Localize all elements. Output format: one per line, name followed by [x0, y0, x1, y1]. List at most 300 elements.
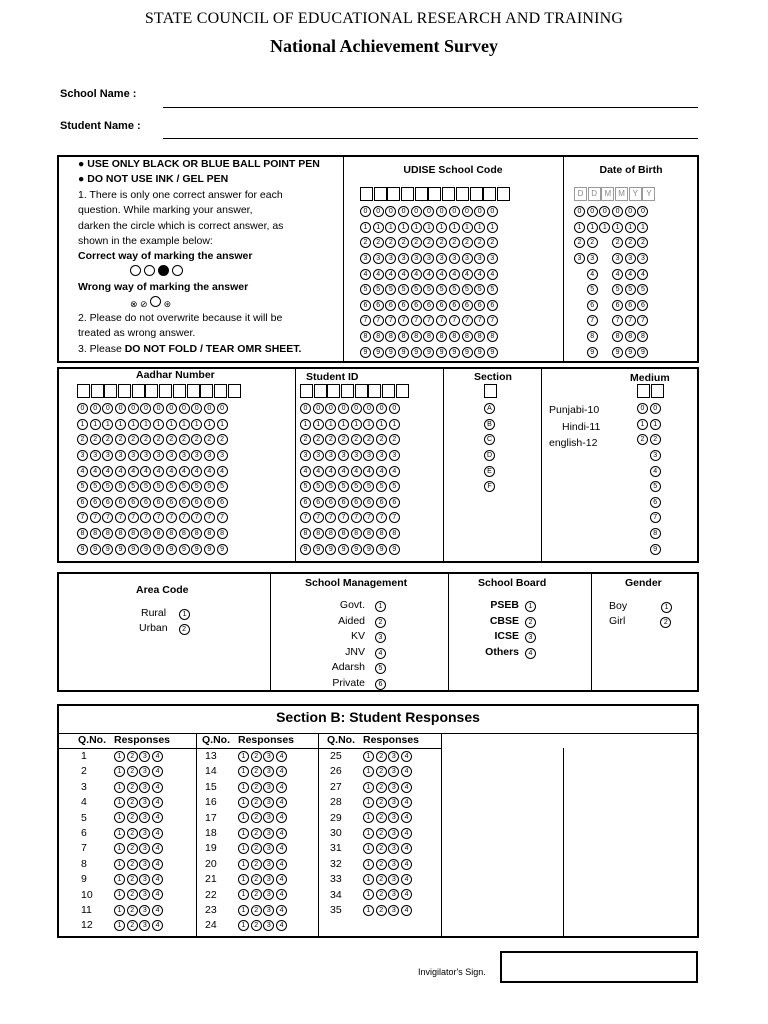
answer-bubble[interactable]: 3 — [139, 766, 150, 777]
digit-bubble[interactable]: 8 — [449, 331, 460, 342]
digit-bubble[interactable]: 4 — [449, 269, 460, 280]
digit-bubble[interactable]: 7 — [650, 512, 661, 523]
answer-bubble[interactable]: 3 — [388, 828, 399, 839]
digit-bubble[interactable]: 4 — [128, 466, 139, 477]
answer-bubble[interactable]: 1 — [238, 874, 249, 885]
answer-bubble[interactable]: 2 — [376, 828, 387, 839]
digit-bubble[interactable]: 4 — [650, 466, 661, 477]
digit-bubble[interactable]: 5 — [612, 284, 623, 295]
answer-bubble[interactable]: 2 — [376, 782, 387, 793]
digit-bubble[interactable]: 8 — [204, 528, 215, 539]
digit-bubble[interactable]: 3 — [363, 450, 374, 461]
digit-bubble[interactable]: 8 — [325, 528, 336, 539]
digit-bubble[interactable]: 3 — [360, 253, 371, 264]
digit-bubble[interactable]: 9 — [102, 544, 113, 555]
digit-bubble[interactable]: 5 — [166, 481, 177, 492]
answer-bubble[interactable]: 1 — [363, 905, 374, 916]
digit-bubble[interactable]: 3 — [191, 450, 202, 461]
digit-bubble[interactable]: 1 — [128, 419, 139, 430]
digit-bubble[interactable]: 5 — [373, 284, 384, 295]
digit-bubble[interactable]: 3 — [166, 450, 177, 461]
digit-bubble[interactable]: 3 — [574, 253, 585, 264]
answer-bubble[interactable]: 1 — [363, 766, 374, 777]
digit-bubble[interactable]: 6 — [338, 497, 349, 508]
digit-bubble[interactable]: 4 — [179, 466, 190, 477]
answer-bubble[interactable]: 1 — [238, 843, 249, 854]
mgmt-bubble[interactable]: 5 — [375, 663, 386, 674]
digit-bubble[interactable]: 2 — [436, 237, 447, 248]
answer-bubble[interactable]: 4 — [401, 797, 412, 808]
digit-bubble[interactable]: 7 — [376, 512, 387, 523]
answer-bubble[interactable]: 1 — [238, 782, 249, 793]
digit-bubble[interactable]: 5 — [363, 481, 374, 492]
answer-bubble[interactable]: 4 — [152, 812, 163, 823]
digit-bubble[interactable]: 7 — [637, 315, 648, 326]
digit-bubble[interactable]: 1 — [360, 222, 371, 233]
answer-bubble[interactable]: 1 — [114, 859, 125, 870]
digit-bubble[interactable]: 9 — [398, 347, 409, 358]
digit-bubble[interactable]: 0 — [637, 403, 648, 414]
digit-bubble[interactable]: 2 — [625, 237, 636, 248]
answer-bubble[interactable]: 1 — [363, 751, 374, 762]
digit-bubble[interactable]: 3 — [474, 253, 485, 264]
digit-bubble[interactable]: 5 — [338, 481, 349, 492]
entry-cell[interactable] — [456, 187, 469, 201]
answer-bubble[interactable]: 1 — [238, 905, 249, 916]
digit-bubble[interactable]: 9 — [325, 544, 336, 555]
digit-bubble[interactable]: 1 — [411, 222, 422, 233]
digit-bubble[interactable]: 8 — [625, 331, 636, 342]
digit-bubble[interactable]: 4 — [153, 466, 164, 477]
digit-bubble[interactable]: 5 — [217, 481, 228, 492]
answer-bubble[interactable]: 1 — [238, 828, 249, 839]
answer-bubble[interactable]: 3 — [388, 766, 399, 777]
digit-bubble[interactable]: 9 — [587, 347, 598, 358]
digit-bubble[interactable]: 7 — [351, 512, 362, 523]
digit-bubble[interactable]: 1 — [217, 419, 228, 430]
digit-bubble[interactable]: 4 — [90, 466, 101, 477]
answer-bubble[interactable]: 2 — [376, 812, 387, 823]
digit-bubble[interactable]: 6 — [385, 300, 396, 311]
digit-bubble[interactable]: 7 — [363, 512, 374, 523]
answer-bubble[interactable]: 4 — [276, 828, 287, 839]
digit-bubble[interactable]: 2 — [650, 434, 661, 445]
digit-bubble[interactable]: 5 — [325, 481, 336, 492]
digit-bubble[interactable]: 8 — [77, 528, 88, 539]
digit-bubble[interactable]: 8 — [115, 528, 126, 539]
digit-bubble[interactable]: 8 — [351, 528, 362, 539]
digit-bubble[interactable]: 4 — [300, 466, 311, 477]
digit-bubble[interactable]: 4 — [363, 466, 374, 477]
answer-bubble[interactable]: 2 — [376, 905, 387, 916]
digit-bubble[interactable]: 2 — [102, 434, 113, 445]
digit-bubble[interactable]: 7 — [612, 315, 623, 326]
digit-bubble[interactable]: 8 — [217, 528, 228, 539]
digit-bubble[interactable]: 4 — [423, 269, 434, 280]
digit-bubble[interactable]: 7 — [411, 315, 422, 326]
answer-bubble[interactable]: 3 — [388, 843, 399, 854]
digit-bubble[interactable]: 3 — [449, 253, 460, 264]
digit-bubble[interactable]: 6 — [204, 497, 215, 508]
answer-bubble[interactable]: 4 — [152, 859, 163, 870]
answer-bubble[interactable]: 2 — [376, 874, 387, 885]
digit-bubble[interactable]: 2 — [376, 434, 387, 445]
answer-bubble[interactable]: 4 — [401, 889, 412, 900]
digit-bubble[interactable]: 9 — [376, 544, 387, 555]
digit-bubble[interactable]: 6 — [462, 300, 473, 311]
digit-bubble[interactable]: 6 — [191, 497, 202, 508]
digit-bubble[interactable]: 2 — [204, 434, 215, 445]
digit-bubble[interactable]: 3 — [389, 450, 400, 461]
entry-cell[interactable] — [187, 384, 200, 398]
answer-bubble[interactable]: 3 — [388, 905, 399, 916]
digit-bubble[interactable]: 2 — [325, 434, 336, 445]
dob-cell[interactable]: Y — [642, 187, 655, 201]
dob-cell[interactable]: Y — [629, 187, 642, 201]
answer-bubble[interactable]: 2 — [127, 920, 138, 931]
digit-bubble[interactable]: 1 — [436, 222, 447, 233]
digit-bubble[interactable]: 9 — [487, 347, 498, 358]
digit-bubble[interactable]: 6 — [128, 497, 139, 508]
digit-bubble[interactable]: 6 — [363, 497, 374, 508]
section-bubble[interactable]: D — [484, 450, 495, 461]
digit-bubble[interactable]: 8 — [360, 331, 371, 342]
digit-bubble[interactable]: 4 — [487, 269, 498, 280]
digit-bubble[interactable]: 6 — [217, 497, 228, 508]
entry-cell[interactable] — [442, 187, 455, 201]
digit-bubble[interactable]: 0 — [411, 206, 422, 217]
digit-bubble[interactable]: 6 — [411, 300, 422, 311]
digit-bubble[interactable]: 4 — [217, 466, 228, 477]
entry-cell[interactable] — [387, 187, 400, 201]
digit-bubble[interactable]: 0 — [398, 206, 409, 217]
answer-bubble[interactable]: 2 — [251, 889, 262, 900]
digit-bubble[interactable]: 8 — [102, 528, 113, 539]
digit-bubble[interactable]: 3 — [376, 450, 387, 461]
digit-bubble[interactable]: 3 — [338, 450, 349, 461]
digit-bubble[interactable]: 4 — [313, 466, 324, 477]
digit-bubble[interactable]: 0 — [153, 403, 164, 414]
answer-bubble[interactable]: 3 — [139, 797, 150, 808]
board-bubble[interactable]: 1 — [525, 601, 536, 612]
digit-bubble[interactable]: 7 — [398, 315, 409, 326]
entry-cell[interactable] — [200, 384, 213, 398]
digit-bubble[interactable]: 1 — [373, 222, 384, 233]
digit-bubble[interactable]: 8 — [612, 331, 623, 342]
digit-bubble[interactable]: 0 — [423, 206, 434, 217]
digit-bubble[interactable]: 2 — [313, 434, 324, 445]
answer-bubble[interactable]: 1 — [114, 889, 125, 900]
digit-bubble[interactable]: 9 — [217, 544, 228, 555]
digit-bubble[interactable]: 0 — [376, 403, 387, 414]
digit-bubble[interactable]: 3 — [217, 450, 228, 461]
digit-bubble[interactable]: 6 — [325, 497, 336, 508]
digit-bubble[interactable]: 1 — [587, 222, 598, 233]
digit-bubble[interactable]: 9 — [625, 347, 636, 358]
entry-cell[interactable] — [374, 187, 387, 201]
digit-bubble[interactable]: 1 — [637, 419, 648, 430]
digit-bubble[interactable]: 6 — [360, 300, 371, 311]
digit-bubble[interactable]: 5 — [360, 284, 371, 295]
answer-bubble[interactable]: 2 — [251, 828, 262, 839]
answer-bubble[interactable]: 4 — [401, 782, 412, 793]
digit-bubble[interactable]: 4 — [338, 466, 349, 477]
digit-bubble[interactable]: 9 — [411, 347, 422, 358]
answer-bubble[interactable]: 2 — [376, 766, 387, 777]
answer-bubble[interactable]: 2 — [376, 859, 387, 870]
digit-bubble[interactable]: 8 — [398, 331, 409, 342]
entry-cell[interactable] — [396, 384, 409, 398]
digit-bubble[interactable]: 9 — [385, 347, 396, 358]
digit-bubble[interactable]: 8 — [587, 331, 598, 342]
digit-bubble[interactable]: 9 — [140, 544, 151, 555]
digit-bubble[interactable]: 3 — [423, 253, 434, 264]
digit-bubble[interactable]: 0 — [191, 403, 202, 414]
digit-bubble[interactable]: 6 — [612, 300, 623, 311]
entry-cell[interactable] — [132, 384, 145, 398]
digit-bubble[interactable]: 4 — [351, 466, 362, 477]
digit-bubble[interactable]: 0 — [637, 206, 648, 217]
digit-bubble[interactable]: 5 — [462, 284, 473, 295]
digit-bubble[interactable]: 2 — [449, 237, 460, 248]
digit-bubble[interactable]: 9 — [474, 347, 485, 358]
answer-bubble[interactable]: 2 — [251, 874, 262, 885]
answer-bubble[interactable]: 1 — [238, 812, 249, 823]
digit-bubble[interactable]: 4 — [325, 466, 336, 477]
digit-bubble[interactable]: 0 — [77, 403, 88, 414]
answer-bubble[interactable]: 1 — [114, 751, 125, 762]
answer-bubble[interactable]: 2 — [127, 797, 138, 808]
digit-bubble[interactable]: 4 — [385, 269, 396, 280]
digit-bubble[interactable]: 9 — [128, 544, 139, 555]
digit-bubble[interactable]: 6 — [77, 497, 88, 508]
digit-bubble[interactable]: 3 — [385, 253, 396, 264]
digit-bubble[interactable]: 0 — [625, 206, 636, 217]
medium-grid[interactable] — [637, 384, 664, 557]
digit-bubble[interactable]: 1 — [166, 419, 177, 430]
answer-bubble[interactable]: 4 — [152, 766, 163, 777]
entry-cell[interactable] — [173, 384, 186, 398]
digit-bubble[interactable]: 8 — [166, 528, 177, 539]
digit-bubble[interactable]: 5 — [411, 284, 422, 295]
digit-bubble[interactable]: 2 — [637, 237, 648, 248]
digit-bubble[interactable]: 8 — [436, 331, 447, 342]
digit-bubble[interactable]: 1 — [204, 419, 215, 430]
digit-bubble[interactable]: 4 — [77, 466, 88, 477]
digit-bubble[interactable]: 9 — [360, 347, 371, 358]
answer-bubble[interactable]: 4 — [276, 782, 287, 793]
answer-bubble[interactable]: 4 — [276, 889, 287, 900]
answer-bubble[interactable]: 4 — [401, 874, 412, 885]
digit-bubble[interactable]: 7 — [166, 512, 177, 523]
answer-bubble[interactable]: 3 — [263, 874, 274, 885]
answer-bubble[interactable]: 2 — [376, 889, 387, 900]
digit-bubble[interactable]: 6 — [474, 300, 485, 311]
digit-bubble[interactable]: 1 — [338, 419, 349, 430]
answer-bubble[interactable]: 1 — [238, 859, 249, 870]
digit-bubble[interactable]: 0 — [373, 206, 384, 217]
answer-bubble[interactable]: 3 — [263, 797, 274, 808]
board-bubble[interactable]: 2 — [525, 617, 536, 628]
answer-bubble[interactable]: 2 — [251, 843, 262, 854]
answer-bubble[interactable]: 1 — [114, 812, 125, 823]
digit-bubble[interactable]: 3 — [462, 253, 473, 264]
digit-bubble[interactable]: 7 — [360, 315, 371, 326]
entry-cell[interactable] — [368, 384, 381, 398]
answer-bubble[interactable]: 4 — [401, 751, 412, 762]
digit-bubble[interactable]: 8 — [153, 528, 164, 539]
entry-cell[interactable] — [401, 187, 414, 201]
digit-bubble[interactable]: 6 — [90, 497, 101, 508]
digit-bubble[interactable]: 1 — [153, 419, 164, 430]
answer-bubble[interactable]: 2 — [127, 889, 138, 900]
entry-cell[interactable] — [145, 384, 158, 398]
digit-bubble[interactable]: 5 — [376, 481, 387, 492]
digit-bubble[interactable]: 4 — [462, 269, 473, 280]
digit-bubble[interactable]: 7 — [128, 512, 139, 523]
digit-bubble[interactable]: 7 — [462, 315, 473, 326]
entry-cell[interactable] — [415, 187, 428, 201]
digit-bubble[interactable]: 2 — [77, 434, 88, 445]
answer-bubble[interactable]: 4 — [401, 843, 412, 854]
answer-bubble[interactable]: 4 — [401, 905, 412, 916]
digit-bubble[interactable]: 0 — [650, 403, 661, 414]
digit-bubble[interactable]: 1 — [389, 419, 400, 430]
answer-bubble[interactable]: 2 — [251, 751, 262, 762]
entry-cell[interactable] — [91, 384, 104, 398]
digit-bubble[interactable]: 9 — [90, 544, 101, 555]
digit-bubble[interactable]: 7 — [179, 512, 190, 523]
digit-bubble[interactable]: 1 — [77, 419, 88, 430]
digit-bubble[interactable]: 1 — [462, 222, 473, 233]
digit-bubble[interactable]: 2 — [411, 237, 422, 248]
answer-bubble[interactable]: 4 — [276, 920, 287, 931]
digit-bubble[interactable]: 7 — [325, 512, 336, 523]
digit-bubble[interactable]: 9 — [389, 544, 400, 555]
digit-bubble[interactable]: 2 — [115, 434, 126, 445]
section-bubble[interactable]: B — [484, 419, 495, 430]
digit-bubble[interactable]: 0 — [338, 403, 349, 414]
answer-bubble[interactable]: 2 — [251, 782, 262, 793]
answer-bubble[interactable]: 1 — [238, 889, 249, 900]
answer-bubble[interactable]: 3 — [388, 782, 399, 793]
digit-bubble[interactable]: 6 — [166, 497, 177, 508]
answer-bubble[interactable]: 2 — [251, 797, 262, 808]
digit-bubble[interactable]: 4 — [376, 466, 387, 477]
digit-bubble[interactable]: 7 — [300, 512, 311, 523]
digit-bubble[interactable]: 6 — [300, 497, 311, 508]
answer-bubble[interactable]: 3 — [388, 751, 399, 762]
digit-bubble[interactable]: 1 — [325, 419, 336, 430]
udise-grid[interactable] — [360, 187, 511, 360]
digit-bubble[interactable]: 3 — [77, 450, 88, 461]
digit-bubble[interactable]: 0 — [363, 403, 374, 414]
digit-bubble[interactable]: 0 — [325, 403, 336, 414]
digit-bubble[interactable]: 3 — [204, 450, 215, 461]
digit-bubble[interactable]: 5 — [179, 481, 190, 492]
studentid-grid[interactable] — [300, 384, 410, 557]
section-bubble[interactable]: A — [484, 403, 495, 414]
digit-bubble[interactable]: 3 — [411, 253, 422, 264]
digit-bubble[interactable]: 9 — [462, 347, 473, 358]
digit-bubble[interactable]: 0 — [385, 206, 396, 217]
answer-bubble[interactable]: 3 — [263, 782, 274, 793]
digit-bubble[interactable]: 0 — [179, 403, 190, 414]
answer-bubble[interactable]: 2 — [376, 843, 387, 854]
answer-bubble[interactable]: 3 — [263, 889, 274, 900]
digit-bubble[interactable]: 4 — [587, 269, 598, 280]
digit-bubble[interactable]: 7 — [90, 512, 101, 523]
digit-bubble[interactable]: 6 — [389, 497, 400, 508]
digit-bubble[interactable]: 7 — [449, 315, 460, 326]
digit-bubble[interactable]: 2 — [179, 434, 190, 445]
school-name-line[interactable] — [163, 107, 698, 108]
digit-bubble[interactable]: 8 — [637, 331, 648, 342]
digit-bubble[interactable]: 1 — [637, 222, 648, 233]
answer-bubble[interactable]: 3 — [139, 889, 150, 900]
digit-bubble[interactable]: 0 — [351, 403, 362, 414]
answer-bubble[interactable]: 3 — [263, 828, 274, 839]
digit-bubble[interactable]: 4 — [102, 466, 113, 477]
digit-bubble[interactable]: 3 — [90, 450, 101, 461]
digit-bubble[interactable]: 3 — [587, 253, 598, 264]
answer-bubble[interactable]: 1 — [363, 843, 374, 854]
answer-bubble[interactable]: 3 — [139, 920, 150, 931]
digit-bubble[interactable]: 2 — [373, 237, 384, 248]
digit-bubble[interactable]: 0 — [166, 403, 177, 414]
digit-bubble[interactable]: 3 — [313, 450, 324, 461]
digit-bubble[interactable]: 0 — [217, 403, 228, 414]
digit-bubble[interactable]: 7 — [191, 512, 202, 523]
answer-bubble[interactable]: 4 — [152, 843, 163, 854]
digit-bubble[interactable]: 6 — [179, 497, 190, 508]
digit-bubble[interactable]: 2 — [351, 434, 362, 445]
digit-bubble[interactable]: 3 — [625, 253, 636, 264]
answer-bubble[interactable]: 2 — [251, 905, 262, 916]
digit-bubble[interactable]: 0 — [128, 403, 139, 414]
digit-bubble[interactable]: 6 — [115, 497, 126, 508]
answer-bubble[interactable]: 2 — [251, 812, 262, 823]
answer-bubble[interactable]: 4 — [401, 812, 412, 823]
digit-bubble[interactable]: 8 — [411, 331, 422, 342]
digit-bubble[interactable]: 9 — [373, 347, 384, 358]
digit-bubble[interactable]: 8 — [128, 528, 139, 539]
digit-bubble[interactable]: 6 — [376, 497, 387, 508]
digit-bubble[interactable]: 2 — [140, 434, 151, 445]
digit-bubble[interactable]: 0 — [436, 206, 447, 217]
digit-bubble[interactable]: 3 — [115, 450, 126, 461]
digit-bubble[interactable]: 0 — [115, 403, 126, 414]
answer-bubble[interactable]: 2 — [127, 766, 138, 777]
digit-bubble[interactable]: 6 — [351, 497, 362, 508]
digit-bubble[interactable]: 9 — [423, 347, 434, 358]
digit-bubble[interactable]: 1 — [115, 419, 126, 430]
digit-bubble[interactable]: 1 — [487, 222, 498, 233]
digit-bubble[interactable]: 5 — [140, 481, 151, 492]
section-bubble[interactable]: C — [484, 434, 495, 445]
entry-cell[interactable] — [327, 384, 340, 398]
answer-bubble[interactable]: 3 — [139, 751, 150, 762]
digit-bubble[interactable]: 9 — [449, 347, 460, 358]
dob-cell[interactable]: M — [615, 187, 628, 201]
answer-bubble[interactable]: 3 — [139, 812, 150, 823]
digit-bubble[interactable]: 9 — [436, 347, 447, 358]
answer-bubble[interactable]: 1 — [238, 766, 249, 777]
digit-bubble[interactable]: 9 — [351, 544, 362, 555]
digit-bubble[interactable]: 7 — [587, 315, 598, 326]
digit-bubble[interactable]: 3 — [487, 253, 498, 264]
entry-cell[interactable] — [428, 187, 441, 201]
